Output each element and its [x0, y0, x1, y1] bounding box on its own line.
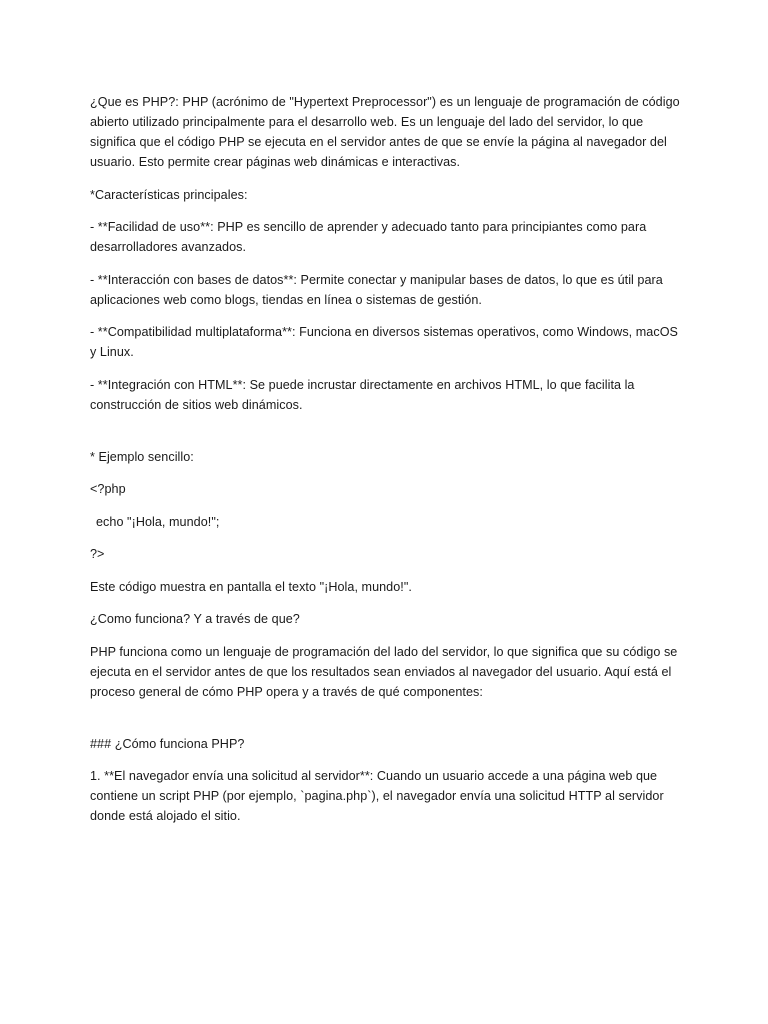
- example-explanation: Este código muestra en pantalla el texto "¡Hola, mundo!".: [90, 579, 412, 594]
- feature-item-ease-of-use: - **Facilidad de uso**: PHP es sencillo de aprender y adecuado tanto para principiantes como para desarrolladores avanzados.: [90, 220, 650, 254]
- example-heading: * Ejemplo sencillo:: [90, 449, 194, 464]
- feature-item-html-integration: - **Integración con HTML**: Se puede incrustar directamente en archivos HTML, lo que facilita la construcción de sitios web dinámicos.: [90, 377, 639, 412]
- code-line-close-tag: ?>: [90, 547, 105, 561]
- step-1-paragraph: 1. **El navegador envía una solicitud al servidor**: Cuando un usuario accede a una página web que contiene un script PHP (por ejemplo, `pagina.php`), el navegador envía una solicitud HTTP al servidor donde está alojado el sitio.: [90, 769, 668, 823]
- feature-item-cross-platform: - **Compatibilidad multiplataforma**: Funciona en diversos sistemas operativos, como Windows, macOS y Linux.: [90, 325, 682, 359]
- code-line-open-tag: <?php: [90, 482, 126, 496]
- document-body: [90, 92, 682, 839]
- section-heading: ### ¿Cómo funciona PHP?: [90, 736, 245, 751]
- how-paragraph: PHP funciona como un lenguaje de programación del lado del servidor, lo que significa que su código se ejecuta en el servidor antes de que los resultados sean enviados al navegador del usuario. Aquí está el proceso general de cómo PHP opera y a través de qué componentes:: [90, 644, 681, 699]
- feature-item-database: - **Interacción con bases de datos**: Permite conectar y manipular bases de datos, lo que es útil para aplicaciones web como blogs, tiendas en línea o sistemas de gestión.: [90, 272, 667, 307]
- features-heading: *Características principales:: [90, 187, 248, 202]
- code-line-echo: echo "¡Hola, mundo!";: [96, 514, 220, 529]
- how-question: ¿Como funciona? Y a través de que?: [90, 612, 300, 626]
- intro-paragraph: ¿Que es PHP?: PHP (acrónimo de "Hypertext Preprocessor") es un lenguaje de programación de código abierto utilizado principalmente para el desarrollo web. Es un lenguaje del lado del servidor, lo que significa que el código PHP se ejecuta en el servidor antes de que se envíe la página al navegador del usuario. Esto permite crear páginas web dinámicas e interactivas.: [90, 95, 684, 169]
